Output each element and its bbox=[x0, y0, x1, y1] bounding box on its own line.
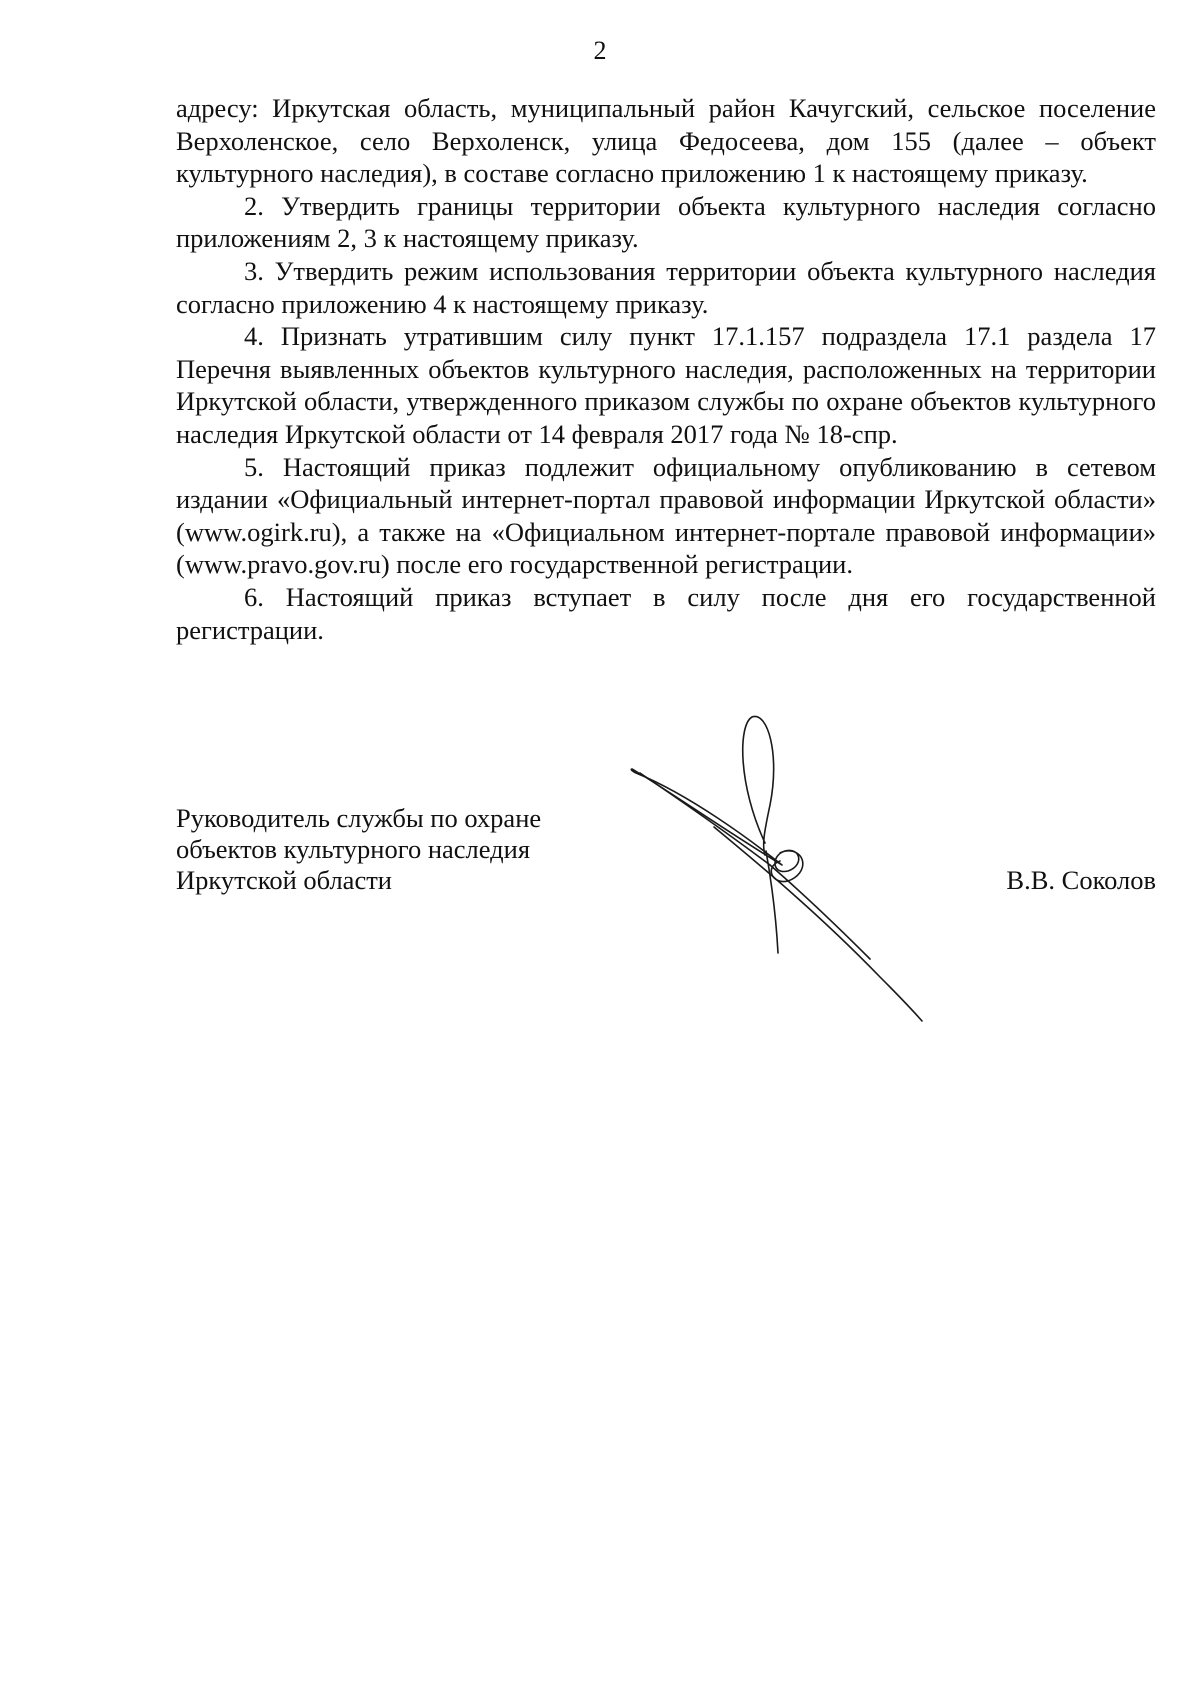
signatory-title-line-2: объектов культурного наследия bbox=[176, 834, 531, 864]
signer-name: В.В. Соколов bbox=[1006, 865, 1156, 895]
paragraph-item-6: 6. Настоящий приказ вступает в силу после дня его государственной регистрации. bbox=[176, 581, 1156, 645]
document-body bbox=[176, 92, 1156, 646]
paragraph-item-5: 5. Настоящий приказ подлежит официальному опубликованию в сетевом издании «Официальный интернет-портал правовой информации Иркутской области» (www.ogirk.ru), а также на «Официальном интернет-портале правовой информации» (www.pravo.gov.ru) после его государственной регистрации. bbox=[176, 451, 1156, 580]
page-number: 2 bbox=[593, 36, 607, 65]
paragraph-item-3: 3. Утвердить режим использования территории объекта культурного наследия согласно приложению 4 к настоящему приказу. bbox=[176, 255, 1156, 319]
handwritten-signature bbox=[630, 715, 970, 1055]
signatory-title-line-3: Иркутской области bbox=[176, 865, 392, 895]
paragraph-address-continuation: адресу: Иркутская область, муниципальный район Качугский, сельское поселение Верхоленское, село Верхоленск, улица Федосеева, дом 155 (далее – объект культурного наследия), в составе согласно приложению 1 к настоящему приказу. bbox=[176, 93, 1156, 189]
signatory-title bbox=[176, 803, 616, 896]
signatory-title-line-1: Руководитель службы по охране bbox=[176, 803, 542, 833]
paragraph-item-4: 4. Признать утратившим силу пункт 17.1.157 подраздела 17.1 раздела 17 Перечня выявленных объектов культурного наследия, расположенных на территории Иркутской области, утвержденного приказом службы по охране объектов культурного наследия Иркутской области от 14 февраля 2017 года № 18-спр. bbox=[176, 321, 1156, 449]
paragraph-item-2: 2. Утвердить границы территории объекта культурного наследия согласно приложениям 2, 3 к настоящему приказу. bbox=[176, 190, 1156, 254]
